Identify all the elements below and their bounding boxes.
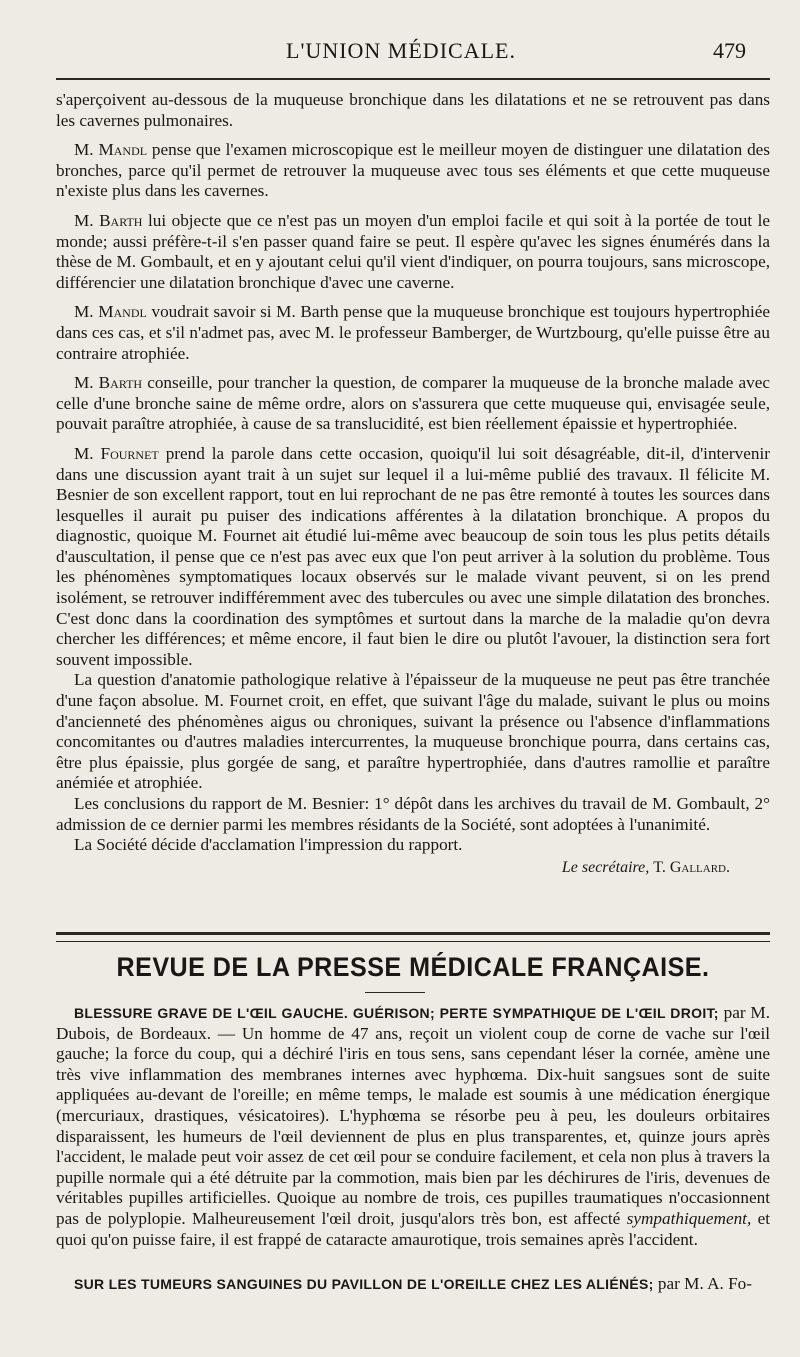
section-divider <box>56 932 770 942</box>
running-header <box>56 0 746 70</box>
article-text <box>56 1003 770 1250</box>
paragraph: Les conclusions du rapport de M. Besnier: 1° dépôt dans les archives du travail de M. Gombault, 2° admission de ce dernier parmi les membres résidants de la Société, sont adoptées à l'unanimité. <box>56 794 770 834</box>
paragraph: M. Barth conseille, pour trancher la question, de comparer la muqueuse de la bronche malade avec celle d'une bronche saine de même ordre, alors on s'assurera que cette muqueuse qui, envisagée seule, pouvait paraître atrophiée, à cause de sa translucidité, est bien réellement épaissie et hypertrophiée. <box>56 373 770 434</box>
paragraph: M. Mandl voudrait savoir si M. Barth pense que la muqueuse bronchique est toujours hypertrophiée dans ces cas, et s'il n'admet pas, avec M. le professeur Bamberger, de Wurtzbourg, qu'elle puisse être au contraire atrophiée. <box>56 302 770 363</box>
paragraph: s'aperçoivent au-dessous de la muqueuse bronchique dans les dilatations et ne se retrouvent pas dans les cavernes pulmonaires. <box>56 90 770 130</box>
signature: Le secrétaire, T. Gallard. <box>561 858 730 876</box>
section-title: REVUE DE LA PRESSE MÉDICALE FRANÇAISE. <box>116 952 710 982</box>
paragraph: M. Barth lui objecte que ce n'est pas un moyen d'un emploi facile et qui soit à la portée de tout le monde; aussi préfère-t-il s'en passer quand faire se peut. Il espère qu'avec les signes énumérés dans la thèse de M. Gombault, et en y ajoutant celui qu'il vient d'indiquer, on pourra toujours, sans microscope, différencier une dilatation bronchique d'avec une caverne. <box>56 210 770 292</box>
speaker-name: M. Fournet <box>74 443 159 463</box>
article-heading: SUR LES TUMEURS SANGUINES DU PAVILLON DE L'OREILLE CHEZ LES ALIÉNÉS; <box>74 1276 654 1292</box>
paragraph: La question d'anatomie pathologique relative à l'épaisseur de la muqueuse ne peut pas être tranchée d'une façon absolue. M. Fournet croit, en effet, que suivant l'âge du malade, suivant le plus ou moins d'ancienneté des phénomènes aigus ou chroniques, suivant la présence ou l'absence d'inflammations concomitantes ou d'autres maladies intercurrentes, la muqueuse bronchique pourra, dans certains cas, être plus épaissie, plus gorgée de sang, et paraître hypertrophiée, dans d'autres ramollie et paraître anémiée et atrophiée. <box>56 670 770 793</box>
speaker-name: M. Mandl <box>74 140 148 160</box>
next-article: SUR LES TUMEURS SANGUINES DU PAVILLON DE L'OREILLE CHEZ LES ALIÉNÉS; par M. A. Fo- <box>74 1274 752 1293</box>
speaker-name: M. Barth <box>74 210 143 230</box>
paragraph: La Société décide d'acclamation l'impression du rapport. <box>74 835 463 855</box>
title-underline <box>365 992 425 993</box>
article-heading: BLESSURE GRAVE DE L'ŒIL GAUCHE. GUÉRISON; PERTE SYMPATHIQUE DE L'ŒIL DROIT; <box>74 1005 719 1021</box>
proceedings-text <box>56 90 770 878</box>
header-rule <box>56 78 770 80</box>
paragraph: M. Fournet prend la parole dans cette occasion, quoiqu'il lui soit désagréable, dit-il, d'intervenir dans une discussion ayant trait à un sujet sur lequel il a lui-même publié des travaux. Il félicite M. Besnier de son excellent rapport, tout en lui reprochant de ne pas être remonté à toutes les sources dans lesquelles il aurait pu puiser des indications afférentes à la dilatation bronchique. A propos du diagnostic, quoique M. Fournet ait étudié lui-même avec beaucoup de soin tous les plus petits détails d'auscultation, il pense que ce n'est pas avec eux que l'on peut arriver à la solution du problème. Tous les phénomènes symptomatiques locaux observés sur le malade vivant peuvent, si on les prend isolément, se retrouver indifféremment avec des tubercules ou avec une simple dilatation des bronches. C'est donc dans la coordination des symptômes et surtout dans la marche de la maladie qu'on devra chercher les différences; et même encore, il faut bien le dire ou plutôt l'avouer, la distinction sera fort souvent impossible. <box>56 443 770 669</box>
speaker-name: M. Barth <box>74 373 143 393</box>
speaker-name: M. Mandl <box>74 302 147 322</box>
page-number: 479 <box>713 38 746 63</box>
article-paragraph: BLESSURE GRAVE DE L'ŒIL GAUCHE. GUÉRISON; PERTE SYMPATHIQUE DE L'ŒIL DROIT; par M. Dubois, de Bordeaux. — Un homme de 47 ans, reçoit un violent coup de corne de vache sur l'œil gauche; la force du coup, qui a déchiré l'iris en tous sens, sans cependant léser la cornée, amène une très vive inflammation des membranes internes avec hyphœma. Dix-huit sangsues sont de suite appliquées au-devant de l'oreille; en même temps, le malade est soumis à une médication énergique (mercuriaux, drastiques, vésicatoires). L'hyphœma se résorbe peu à peu, les douleurs orbitaires disparaissent, les humeurs de l'œil deviennent de plus en plus transparentes, et, quinze jours après l'accident, le malade peut voir assez de cet œil pour se conduire facilement, et cela non plus à travers la pupille normale qui a été détruite par la commotion, mais bien par les déchirures de l'iris, devenues de véritables pupilles artificielles. Quoique au nombre de trois, ces pupilles traumatiques n'occasionnent pas de polyplopie. Malheureusement l'œil droit, jusqu'alors très bon, est affecté sympathiquement, et quoi qu'on puisse faire, il est frappé de cataracte amaurotique, trois semaines après l'accident. <box>56 1003 771 1249</box>
paragraph: M. Mandl pense que l'examen microscopique est le meilleur moyen de distinguer une dilatation des bronches, parce qu'il permet de retrouver la muqueuse avec tous ses éléments et que cette muqueuse n'existe plus dans les cavernes. <box>56 140 770 201</box>
journal-title: L'UNION MÉDICALE. <box>286 38 516 63</box>
